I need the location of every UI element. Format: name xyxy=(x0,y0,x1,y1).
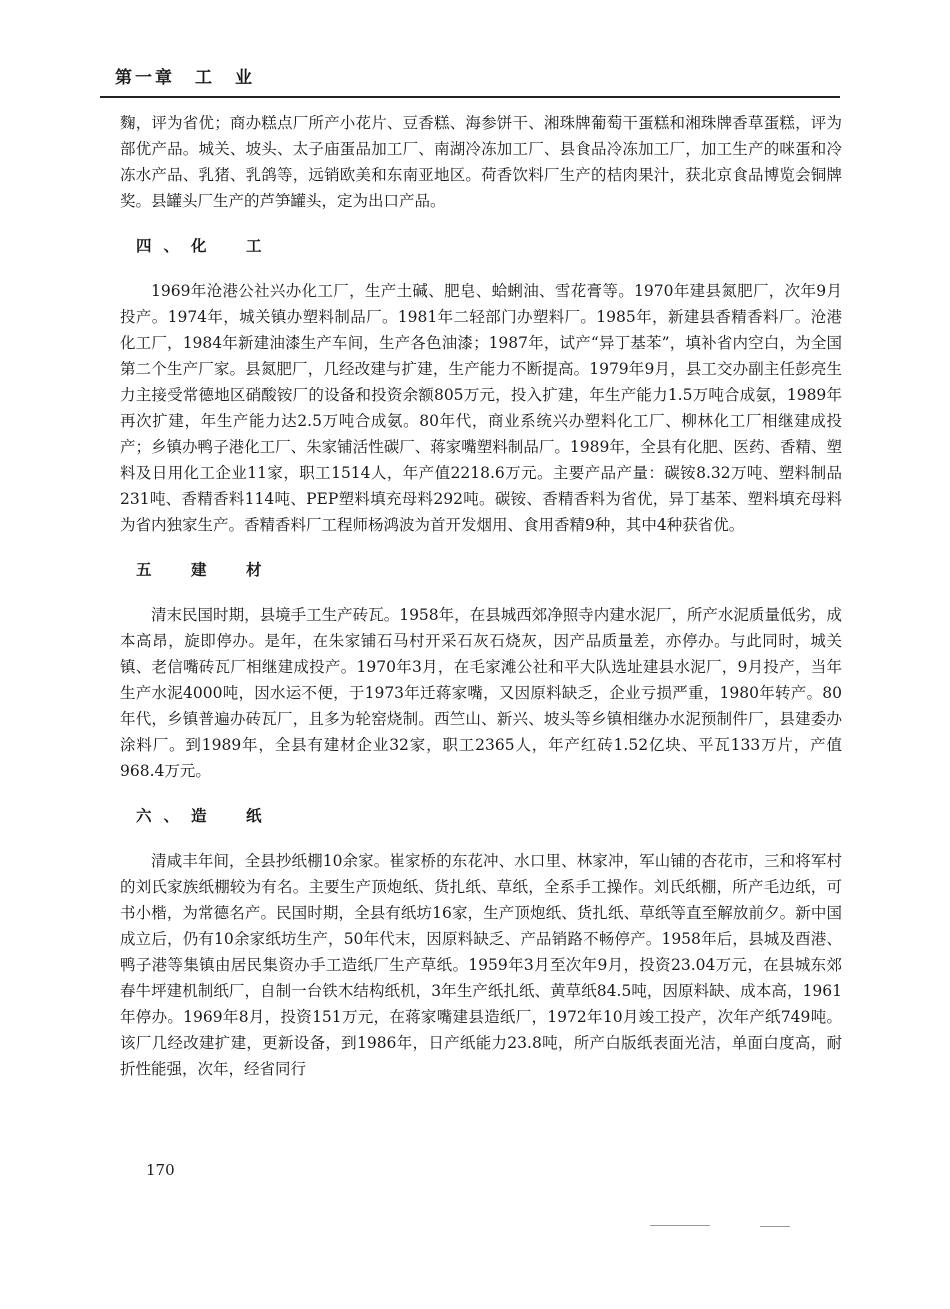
section-heading-papermaking: 六、造 纸 xyxy=(136,806,274,825)
chapter-header: 第一章 工 业 xyxy=(115,68,255,88)
paragraph-building-materials: 清末民国时期，县境手工生产砖瓦。1958年，在县城西郊净照寺内建水泥厂，所产水泥质量低劣，成本高昂，旋即停办。是年，在朱家铺石马村开采石灰石烧灰，因产品质量差，亦停办。与此同时，城关镇、老信嘴砖瓦厂相继建成投产。1970年3月，在毛家滩公社和平大队选址建县水泥厂，9月投产，当年生产水泥4000吨，因水运不便，于1973年迁蒋家嘴，又因原料缺乏，企业亏损严重，1980年转产。80年代，乡镇普遍办砖瓦厂，且多为轮窑烧制。西竺山、新兴、坡头等乡镇相继办水泥预制件厂，县建委办涂料厂。到1989年，全县有建材企业32家，职工2365人，年产红砖1.52亿块、平瓦133万片，产值968.4万元。 xyxy=(120,606,842,780)
page-body xyxy=(120,110,842,1082)
section-heading-building-materials: 五 建 材 xyxy=(136,560,274,579)
scan-artifact xyxy=(650,1225,710,1226)
section-heading-chemical: 四、化 工 xyxy=(136,236,274,255)
page-number: 170 xyxy=(146,1161,175,1179)
paragraph-chemical: 1969年沧港公社兴办化工厂，生产土碱、肥皂、蛤蜊油、雪花膏等。1970年建县氮肥厂，次年9月投产。1974年，城关镇办塑料制品厂。1981年二轻部门办塑料厂。1985年，新建县香精香料厂。沧港化工厂，1984年新建油漆生产车间，生产各色油漆；1987年，试产“异丁基苯”，填补省内空白，为全国第二个生产厂家。县氮肥厂，几经改建与扩建，生产能力不断提高。1979年9月，县工交办副主任彭亮生力主接受常德地区硝酸铵厂的设备和投资余额805万元，投入扩建，年生产能力1.5万吨合成氨，1989年再次扩建，年生产能力达2.5万吨合成氨。80年代，商业系统兴办塑料化工厂、柳林化工厂相继建成投产；乡镇办鸭子港化工厂、朱家铺活性碳厂、蒋家嘴塑料制品厂。1989年，全县有化肥、医药、香精、塑料及日用化工企业11家，职工1514人，年产值2218.6万元。主要产品产量：碳铵8.32万吨、塑料制品231吨、香精香料114吨、PEP塑料填充母料292吨。碳铵、香精香料为省优，异丁基苯、塑料填充母料为省内独家生产。香精香料厂工程师杨鸿波为首开发烟用、食用香精9种，其中4种获省优。 xyxy=(120,282,842,534)
scan-artifact xyxy=(760,1226,790,1227)
header-rule xyxy=(100,96,840,98)
paragraph-continued: 麴，评为省优；商办糕点厂所产小花片、豆香糕、海参饼干、湘珠牌葡萄干蛋糕和湘珠牌香草蛋糕，评为部优产品。城关、坡头、太子庙蛋品加工厂、南湖冷冻加工厂、县食品冷冻加工厂，加工生产的咪蛋和冷冻水产品、乳猪、乳鸽等，远销欧美和东南亚地区。荷香饮料厂生产的桔肉果汁，获北京食品博览会铜牌奖。县罐头厂生产的芦笋罐头，定为出口产品。 xyxy=(120,114,842,210)
paragraph-papermaking: 清咸丰年间，全县抄纸棚10余家。崔家桥的东花冲、水口里、林家冲，军山铺的杏花市，三和将军村的刘氏家族纸棚较为有名。主要生产顶炮纸、货扎纸、草纸，全系手工操作。刘氏纸棚，所产毛边纸，可书小楷，为常德名产。民国时期，全县有纸坊16家，生产顶炮纸、货扎纸、草纸等直至解放前夕。新中国成立后，仍有10余家纸坊生产，50年代末，因原料缺乏、产品销路不畅停产。1958年后，县城及酉港、鸭子港等集镇由居民集资办手工造纸厂生产草纸。1959年3月至次年9月，投资23.04万元，在县城东郊春牛坪建机制纸厂，自制一台铁木结构纸机，3年生产纸扎纸、黄草纸84.5吨，因原料缺、成本高，1961年停办。1969年8月，投资151万元，在蒋家嘴建县造纸厂，1972年10月竣工投产，次年产纸749吨。该厂几经改建扩建，更新设备，到1986年，日产纸能力23.8吨，所产白版纸表面光洁，单面白度高，耐折性能强，次年，经省同行 xyxy=(120,852,842,1078)
